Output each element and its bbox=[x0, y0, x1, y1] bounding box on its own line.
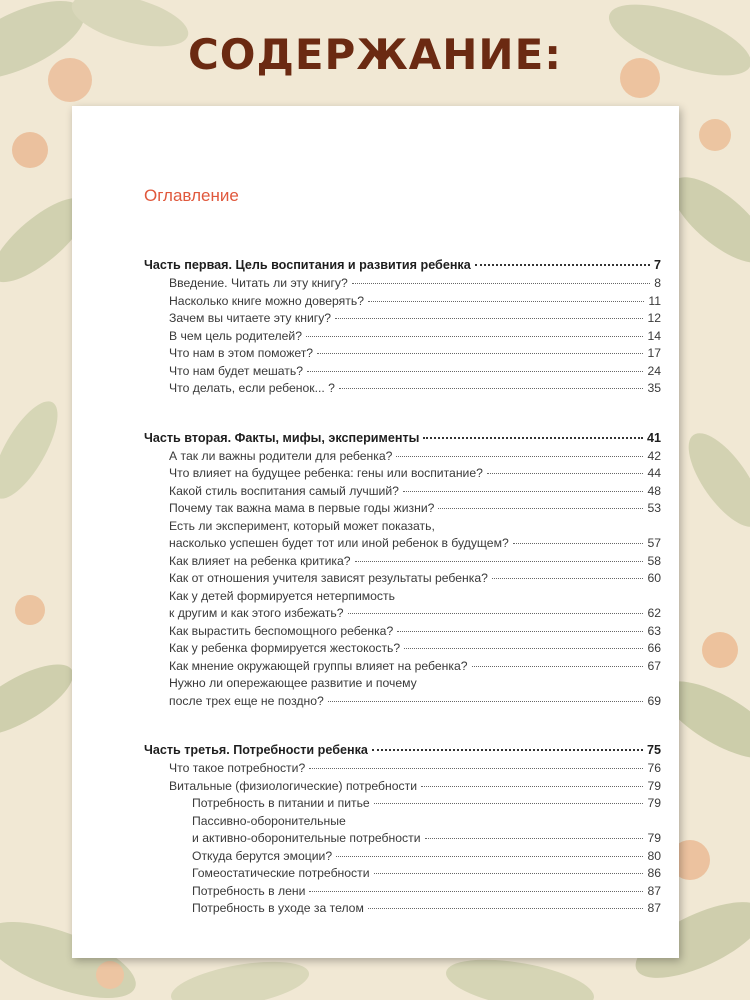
toc-entry[interactable] bbox=[144, 865, 661, 883]
toc-entry-title: Как мнение окружающей группы влияет на ребенка? bbox=[169, 658, 468, 673]
toc-entry-title: Как вырастить беспомощного ребенка? bbox=[169, 623, 394, 638]
dot-leader bbox=[421, 786, 643, 787]
toc-entry[interactable] bbox=[144, 900, 661, 918]
toc-entry-title: Зачем вы читаете эту книгу? bbox=[169, 311, 332, 325]
toc-entry-title: Что нам в этом поможет? bbox=[169, 346, 314, 360]
toc-page-number: 69 bbox=[647, 693, 661, 708]
toc-entry-title: после трех еще не поздно? bbox=[169, 693, 324, 708]
toc-page-number: 53 bbox=[647, 501, 661, 515]
dot-leader bbox=[317, 353, 643, 354]
toc-part-heading[interactable] bbox=[144, 741, 661, 760]
toc-entry-title: Откуда берутся эмоции? bbox=[192, 848, 333, 863]
dot-leader bbox=[513, 543, 644, 544]
dot-leader bbox=[352, 283, 650, 284]
toc-section bbox=[144, 429, 661, 711]
toc-page-number: 79 bbox=[647, 831, 661, 845]
toc-section bbox=[144, 741, 661, 918]
toc-entry-title: Витальные (физиологические) потребности bbox=[169, 778, 418, 793]
toc-entry[interactable] bbox=[144, 778, 661, 796]
toc-entry[interactable] bbox=[144, 830, 661, 848]
toc-page-number: 42 bbox=[647, 448, 661, 463]
toc-page-number: 24 bbox=[647, 363, 661, 378]
toc-entry-title: Какой стиль воспитания самый лучший? bbox=[169, 483, 399, 498]
toc-entry[interactable] bbox=[144, 623, 661, 641]
toc-entry-title: Что влияет на будущее ребенка: гены или воспитание? bbox=[169, 466, 483, 480]
toc-entry[interactable] bbox=[144, 310, 661, 328]
toc-entry[interactable] bbox=[144, 328, 661, 346]
toc-entry[interactable] bbox=[144, 813, 661, 831]
toc-entry[interactable] bbox=[144, 553, 661, 571]
toc-section bbox=[144, 256, 661, 398]
toc-page-number: 41 bbox=[646, 430, 661, 445]
toc-entry[interactable] bbox=[144, 448, 661, 466]
toc-entry-title: насколько успешен будет тот или иной ребенок в будущем? bbox=[169, 536, 509, 550]
toc-entry-title: Потребность в уходе за телом bbox=[192, 901, 364, 915]
dot-leader bbox=[309, 891, 643, 892]
toc-page-number: 44 bbox=[647, 466, 661, 480]
toc-entry[interactable] bbox=[144, 483, 661, 501]
table-of-contents bbox=[144, 256, 661, 949]
toc-entry[interactable] bbox=[144, 293, 661, 311]
toc-entry[interactable] bbox=[144, 693, 661, 711]
dot-leader bbox=[487, 473, 644, 474]
toc-entry[interactable] bbox=[144, 535, 661, 553]
toc-page-number: 76 bbox=[647, 761, 661, 775]
toc-page-number: 48 bbox=[647, 483, 661, 498]
toc-page-number: 17 bbox=[647, 346, 661, 360]
toc-page-number: 7 bbox=[653, 258, 661, 272]
toc-entry[interactable] bbox=[144, 795, 661, 813]
dot-leader bbox=[372, 749, 643, 751]
toc-entry[interactable] bbox=[144, 605, 661, 623]
toc-entry-title: Часть третья. Потребности ребенка bbox=[144, 743, 368, 757]
toc-entry[interactable] bbox=[144, 658, 661, 676]
toc-entry[interactable] bbox=[144, 588, 661, 606]
toc-entry-title: Что делать, если ребенок... ? bbox=[169, 381, 335, 395]
dot-leader bbox=[397, 631, 643, 632]
toc-page-number: 60 bbox=[647, 571, 661, 585]
toc-entry-title: Потребность в питании и питье bbox=[192, 796, 370, 810]
toc-entry[interactable] bbox=[144, 883, 661, 901]
toc-entry-title: Часть вторая. Факты, мифы, эксперименты bbox=[144, 430, 420, 445]
toc-page-number: 79 bbox=[647, 796, 661, 810]
dot-leader bbox=[307, 371, 643, 372]
toc-part-heading[interactable] bbox=[144, 429, 661, 448]
toc-title: Оглавление bbox=[144, 186, 239, 205]
book-page bbox=[72, 106, 679, 958]
toc-entry-title: Пассивно-оборонительные bbox=[192, 813, 346, 828]
dot-leader bbox=[348, 613, 644, 614]
dot-leader bbox=[425, 838, 644, 839]
toc-entry-title: В чем цель родителей? bbox=[169, 328, 302, 343]
dot-leader bbox=[475, 264, 650, 266]
toc-part-heading[interactable] bbox=[144, 256, 661, 275]
toc-page-number: 80 bbox=[647, 848, 661, 863]
dot-leader bbox=[339, 388, 644, 389]
toc-entry-title: Насколько книге можно доверять? bbox=[169, 293, 364, 308]
toc-page-number: 79 bbox=[647, 778, 661, 793]
dot-leader bbox=[472, 666, 644, 667]
dot-leader bbox=[403, 491, 643, 492]
toc-page-number: 57 bbox=[647, 536, 661, 550]
toc-entry-title: Что нам будет мешать? bbox=[169, 363, 304, 378]
toc-page-number: 62 bbox=[647, 606, 661, 620]
dot-leader bbox=[328, 701, 644, 702]
toc-page-number: 87 bbox=[647, 901, 661, 915]
toc-entry-title: Гомеостатические потребности bbox=[192, 866, 370, 880]
toc-entry[interactable] bbox=[144, 275, 661, 293]
dot-leader bbox=[423, 437, 643, 439]
toc-page-number: 14 bbox=[647, 328, 661, 343]
toc-entry[interactable] bbox=[144, 675, 661, 693]
dot-leader bbox=[404, 648, 643, 649]
dot-leader bbox=[374, 873, 644, 874]
toc-entry[interactable] bbox=[144, 345, 661, 363]
toc-page-number: 86 bbox=[647, 866, 661, 880]
toc-entry-title: Как у детей формируется нетерпимость bbox=[169, 588, 395, 603]
dot-leader bbox=[438, 508, 643, 509]
toc-entry[interactable] bbox=[144, 848, 661, 866]
toc-page-number: 87 bbox=[647, 883, 661, 898]
toc-entry-title: Потребность в лени bbox=[192, 883, 306, 898]
toc-entry-title: Часть первая. Цель воспитания и развития ребенка bbox=[144, 258, 471, 272]
toc-entry-title: Как влияет на ребенка критика? bbox=[169, 553, 351, 568]
toc-page-number: 63 bbox=[647, 623, 661, 638]
toc-page-number: 75 bbox=[646, 743, 661, 757]
dot-leader bbox=[306, 336, 643, 337]
toc-page-number: 11 bbox=[648, 293, 661, 308]
toc-entry-title: Есть ли эксперимент, который может показать, bbox=[169, 518, 435, 533]
toc-entry-title: Нужно ли опережающее развитие и почему bbox=[169, 676, 417, 690]
toc-entry-title: Что такое потребности? bbox=[169, 761, 306, 775]
toc-entry[interactable] bbox=[144, 380, 661, 398]
toc-page-number: 66 bbox=[647, 641, 661, 655]
toc-entry-title: А так ли важны родители для ребенка? bbox=[169, 448, 393, 463]
toc-entry[interactable] bbox=[144, 500, 661, 518]
toc-entry[interactable] bbox=[144, 465, 661, 483]
dot-leader bbox=[336, 856, 643, 857]
toc-page-number: 67 bbox=[647, 658, 661, 673]
toc-page-number: 58 bbox=[647, 553, 661, 568]
toc-entry[interactable] bbox=[144, 640, 661, 658]
dot-leader bbox=[492, 578, 644, 579]
dot-leader bbox=[355, 561, 644, 562]
toc-page-number: 12 bbox=[647, 311, 661, 325]
dot-leader bbox=[335, 318, 643, 319]
toc-page-number: 35 bbox=[647, 381, 661, 395]
toc-entry-title: Как у ребенка формируется жестокость? bbox=[169, 641, 401, 655]
toc-entry-title: и активно-оборонительные потребности bbox=[192, 831, 421, 845]
toc-entry[interactable] bbox=[144, 363, 661, 381]
dot-leader bbox=[374, 803, 644, 804]
toc-entry-title: Как от отношения учителя зависят результаты ребенка? bbox=[169, 571, 488, 585]
toc-page-number: 8 bbox=[654, 276, 661, 290]
dot-leader bbox=[368, 908, 644, 909]
dot-leader bbox=[368, 301, 644, 302]
toc-entry-title: Почему так важна мама в первые годы жизни? bbox=[169, 501, 435, 515]
toc-entry-title: Введение. Читать ли эту книгу? bbox=[169, 276, 348, 290]
toc-entry[interactable] bbox=[144, 760, 661, 778]
toc-entry[interactable] bbox=[144, 518, 661, 536]
dot-leader bbox=[309, 768, 643, 769]
toc-entry-title: к другим и как этого избежать? bbox=[169, 606, 344, 620]
dot-leader bbox=[396, 456, 643, 457]
toc-entry[interactable] bbox=[144, 570, 661, 588]
page-heading: СОДЕРЖАНИЕ: bbox=[187, 30, 563, 79]
